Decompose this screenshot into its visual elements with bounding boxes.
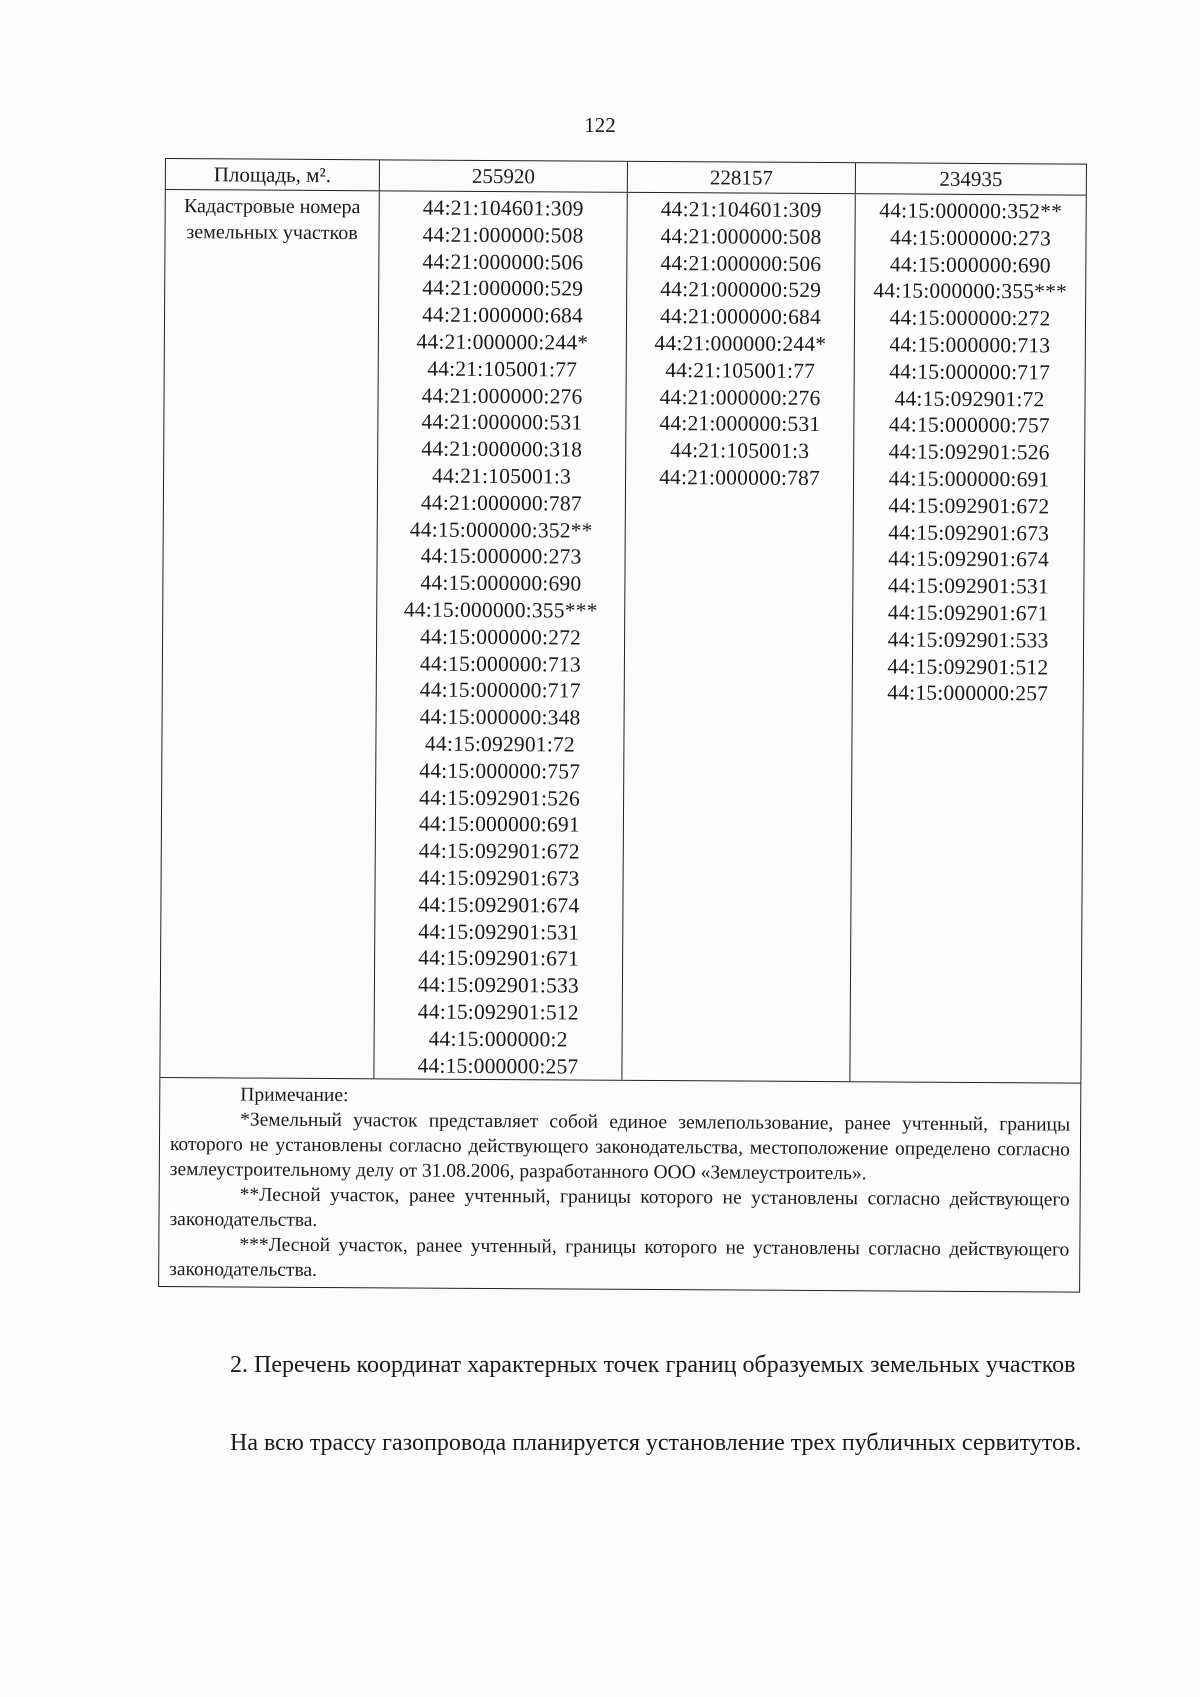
section-heading: 2. Перечень координат характерных точек границ образуемых земельных участков <box>230 1352 1076 1378</box>
cadastral-number: 44:21:000000:508 <box>422 222 584 248</box>
cadastral-number: 44:21:000000:318 <box>421 436 583 462</box>
area-value-3: 234935 <box>939 166 1003 192</box>
cadastral-number: 44:21:000000:244* <box>654 330 827 357</box>
note-2: **Лесной участок, ранее учтенный, границы которого не установлены согласно действующего законодательства. <box>169 1184 1070 1232</box>
cadastral-number: 44:15:092901:526 <box>419 785 581 811</box>
section-paragraph: На всю трассу газопровода планируется установление трех публичных сервитутов. <box>230 1430 1082 1456</box>
cadastral-number: 44:15:000000:272 <box>889 305 1051 331</box>
cadastral-number: 44:15:000000:2 <box>428 1026 568 1052</box>
cadastral-number: 44:15:000000:757 <box>888 412 1050 438</box>
cadastral-number: 44:21:105001:77 <box>665 357 816 383</box>
cadastral-number: 44:15:092901:672 <box>888 493 1050 519</box>
note-1: *Земельный участок представляет собой единое землепользование, ранее учтенный, границы которого не установлены согласно действующего законодательства, местоположение определено согласно землеустроительному делу от 31.08.2006, разработанного ООО «Землеустроитель». <box>169 1109 1071 1185</box>
cadastral-number: 44:15:000000:352** <box>409 517 593 543</box>
cadastral-number: 44:15:000000:348 <box>419 704 581 730</box>
cadastral-list-1 <box>374 191 627 1080</box>
cadastral-number: 44:15:092901:671 <box>887 600 1049 626</box>
cadastral-number: 44:21:000000:508 <box>660 223 822 249</box>
cadastral-table <box>158 158 1087 1293</box>
cadastral-number: 44:15:092901:674 <box>888 546 1050 572</box>
cadastral-number: 44:15:092901:526 <box>888 439 1050 465</box>
cadastral-number: 44:21:000000:787 <box>420 490 582 516</box>
cadastral-number: 44:21:000000:276 <box>659 384 821 410</box>
cadastral-number: 44:15:000000:690 <box>889 252 1051 278</box>
cadastral-number: 44:15:092901:512 <box>417 999 579 1025</box>
cadastral-number: 44:15:000000:352** <box>879 198 1063 224</box>
cadastral-number: 44:15:000000:355*** <box>873 278 1068 304</box>
cadastral-number: 44:15:000000:691 <box>888 466 1050 492</box>
cadastral-number: 44:15:092901:673 <box>418 865 580 891</box>
cadastral-row <box>160 190 1085 1083</box>
cadastral-number: 44:15:000000:272 <box>420 624 582 650</box>
cadastral-number: 44:15:092901:533 <box>417 972 579 998</box>
cadastral-number: 44:21:105001:3 <box>670 438 810 464</box>
cadastral-number: 44:15:000000:691 <box>418 811 580 837</box>
area-value-2: 228157 <box>628 162 856 193</box>
cadastral-number: 44:15:092901:533 <box>887 627 1049 653</box>
cadastral-number: 44:21:000000:684 <box>660 304 822 330</box>
cadastral-number: 44:21:000000:529 <box>422 275 584 301</box>
cadastral-number: 44:15:000000:717 <box>419 677 581 703</box>
page-number: 122 <box>584 113 616 137</box>
cadastral-number: 44:15:092901:72 <box>894 386 1045 411</box>
cadastral-number: 44:15:000000:273 <box>420 543 582 569</box>
cadastral-number: 44:15:092901:672 <box>418 838 580 864</box>
cadastral-number: 44:21:000000:531 <box>659 411 821 437</box>
cadastral-number: 44:15:000000:717 <box>889 359 1051 385</box>
area-label: Площадь, м². <box>166 159 380 190</box>
cadastral-number: 44:15:000000:713 <box>889 332 1051 358</box>
cadastral-number: 44:15:000000:355*** <box>403 597 598 623</box>
cadastral-number: 44:15:000000:257 <box>887 680 1049 706</box>
cadastral-number: 44:21:000000:244* <box>416 329 589 355</box>
cadastral-number: 44:21:000000:684 <box>422 302 584 328</box>
cadastral-number: 44:15:000000:273 <box>890 225 1052 251</box>
cadastral-number: 44:21:104601:309 <box>422 195 584 221</box>
cadastral-number: 44:15:000000:713 <box>419 651 581 677</box>
area-value-1: 255920 <box>380 160 628 192</box>
cadastral-list-2 <box>622 193 855 1082</box>
cadastral-number: 44:21:000000:506 <box>422 249 584 275</box>
cadastral-number: 44:15:000000:757 <box>419 758 581 784</box>
cadastral-number: 44:21:104601:309 <box>660 197 822 223</box>
cadastral-number: 44:15:092901:512 <box>887 653 1049 679</box>
cadastral-number: 44:15:092901:674 <box>418 892 580 918</box>
cadastral-number: 44:21:000000:276 <box>421 383 583 409</box>
cadastral-number: 44:21:000000:531 <box>421 409 583 435</box>
notes-section <box>159 1077 1080 1292</box>
cadastral-number: 44:21:105001:77 <box>427 356 578 382</box>
section-block <box>160 1350 1090 1458</box>
cadastral-number: 44:15:000000:690 <box>420 570 582 596</box>
cadastral-number: 44:21:000000:787 <box>659 464 821 490</box>
cadastral-number: 44:21:105001:3 <box>431 463 572 489</box>
cadastral-number: 44:15:092901:531 <box>418 919 580 945</box>
cadastral-number: 44:15:000000:257 <box>417 1053 579 1079</box>
cadastral-number: 44:21:000000:529 <box>660 277 822 303</box>
cadastral-list-3 <box>850 194 1085 1083</box>
cadastral-label: Кадастровые номера земельных участков <box>160 190 379 1079</box>
notes-title: Примечание: <box>240 1084 349 1107</box>
cadastral-number: 44:21:000000:506 <box>660 250 822 276</box>
cadastral-number: 44:15:092901:531 <box>887 573 1049 599</box>
cadastral-number: 44:15:092901:671 <box>418 945 580 971</box>
cadastral-number: 44:15:092901:72 <box>424 731 575 757</box>
note-3: ***Лесной участок, ранее учтенный, границы которого не установлены согласно действующего законодательства. <box>169 1234 1070 1282</box>
cadastral-number: 44:15:092901:673 <box>888 519 1050 545</box>
